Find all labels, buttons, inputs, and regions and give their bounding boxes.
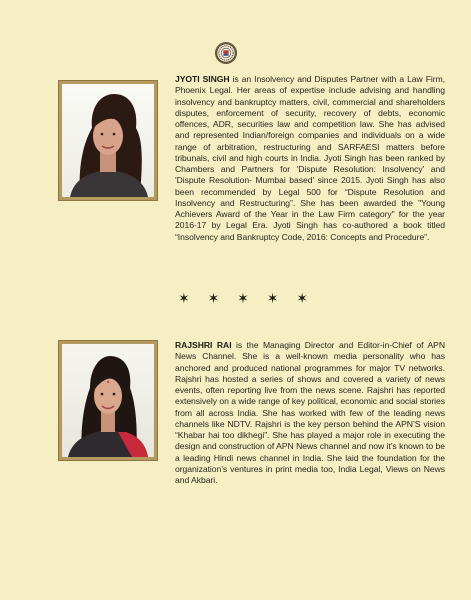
profile-photo-frame-jyoti [58, 80, 158, 201]
profile-bio-text-jyoti: is an Insolvency and Disputes Partner with a Law Firm, Phoenix Legal. Her areas of expertise include advising and handling insolvency and bankruptcy matters, civil, commercial and shareholders disputes, enforcement of security, recovery of debts, economic offences, ADR, securities law and competition law. She has advised and represented Indian/foreign companies and individuals on a wide range of arbitration, restructuring and SARFAESI matters before tribunals, civil and high courts in India. Jyoti Singh has been ranked by Chambers and Partners for 'Dispute Resolution: Insolvency' and 'Dispute Resolution- Mumbai based' since 2015. Jyoti Singh has also been recommended by Legal 500 for “Dispute Resolution and Insolvency and Restructuring”. She has been awarded the "Young Achievers Award of the Year in the Law Firm category" for the year 2016-17 by Legal Era. Jyoti Singh has co-authored a book titled “Insolvency and Bankruptcy Code, 2016: Concepts and Procedure”. [175, 74, 446, 242]
star-divider [178, 289, 308, 309]
profile-bio-jyoti [175, 74, 445, 243]
profile-name-jyoti: JYOTI SINGH [175, 74, 230, 84]
profile-photo-frame-rajshri [58, 340, 158, 461]
profile-bio-text-rajshri: is the Managing Director and Editor-in-Chief of APN News Channel. She is a well-known media personality who has anchored and produced national programmes for major TV networks. Rajshri has hosted a series of shows and covered a variety of news events, often reporting live from the news scene. Rajshri has reported extensively on a wide range of key political, economic and social stories from all across India. She has worked with few of the leading news channels like NDTV. Rajshri is the key person behind the APN’S vision “Khabar hai too dikhegi”. She has played a major role in executing the design and construction of APN News channel and now it’s known to be a leading Hindi news channel in India. She laid the foundation for the organization’s ventures in print media too, India Legal, Views on News and Akbari. [175, 340, 445, 485]
profile-name-rajshri: RAJSHRI RAI [175, 340, 232, 350]
profile-photo-jyoti [62, 84, 154, 197]
emblem-seal-icon [216, 43, 236, 63]
profile-bio-rajshri [175, 340, 445, 486]
profile-photo-rajshri [62, 344, 154, 457]
star-icon: ✶ [207, 291, 220, 307]
star-icon: ✶ [296, 291, 308, 307]
star-icon: ✶ [266, 291, 279, 307]
star-icon: ✶ [237, 291, 249, 307]
star-icon: ✶ [178, 291, 190, 307]
